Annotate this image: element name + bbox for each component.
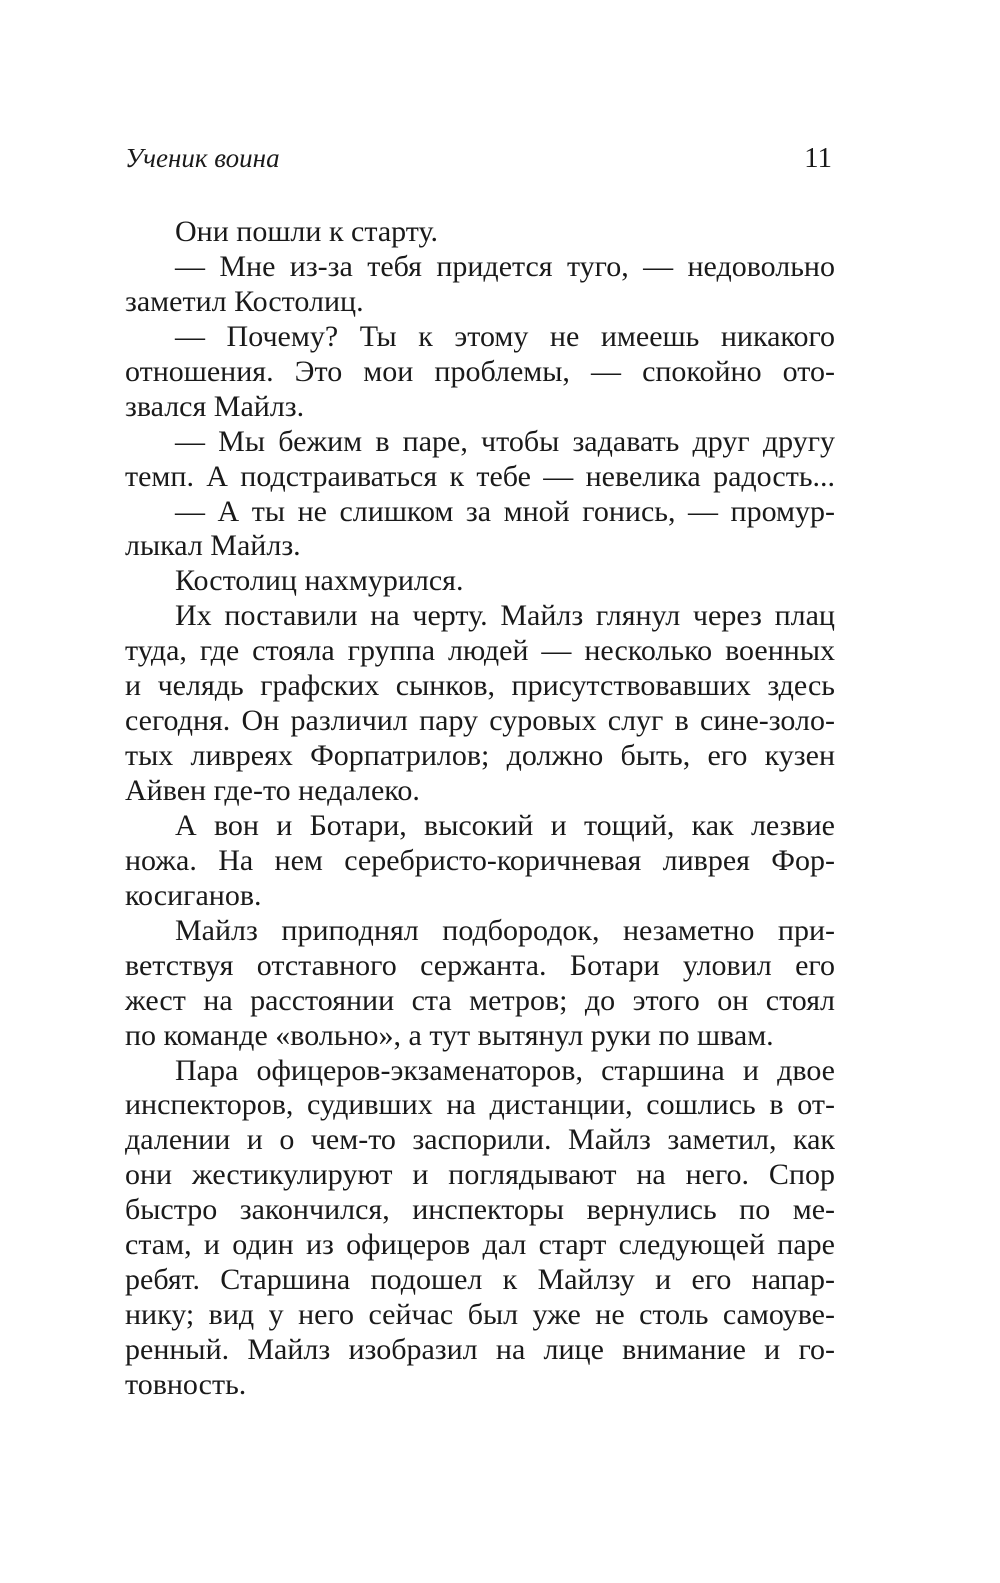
- text-line: туда, где стояла группа людей — несколько военных: [125, 634, 835, 668]
- text-line: стам, и один из офицеров дал старт следующей паре: [125, 1228, 835, 1262]
- text-line: звался Майлз.: [125, 389, 305, 423]
- text-line: инспекторов, судивших на дистанции, сошлись в от-: [125, 1088, 835, 1122]
- text-line: они жестикулируют и поглядывают на него. Спор: [125, 1158, 835, 1192]
- text-line: тых ливреях Форпатрилов; должно быть, его кузен: [125, 739, 835, 773]
- text-line: Айвен где-то недалеко.: [125, 774, 420, 807]
- text-line: нику; вид у него сейчас был уже не столь самоуве-: [125, 1298, 835, 1332]
- running-head: [125, 138, 832, 178]
- text-line: Они пошли к старту.: [175, 215, 438, 248]
- text-line: далении и о чем-то заспорили. Майлз заметил, как: [125, 1123, 835, 1157]
- text-line: быстро закончился, инспекторы вернулись по ме-: [125, 1193, 835, 1227]
- running-title: Ученик воина: [125, 143, 280, 173]
- body-text: [125, 215, 835, 1403]
- text-line: темп. А подстраиваться к тебе — невелика радость...: [125, 459, 835, 493]
- text-line: — Мы бежим в паре, чтобы задавать друг другу: [175, 424, 835, 458]
- text-line: жест на расстоянии ста метров; до этого он стоял: [125, 983, 835, 1017]
- text-line: по команде «вольно», а тут вытянул руки по швам.: [125, 1018, 774, 1052]
- text-line: ветствуя отставного сержанта. Ботари уловил его: [125, 948, 835, 982]
- text-line: — Почему? Ты к этому не имеешь никакого: [175, 319, 835, 353]
- text-line: лыкал Майлз.: [125, 529, 301, 563]
- text-line: Их поставили на черту. Майлз глянул через плац: [175, 599, 835, 633]
- text-line: — А ты не слишком за мной гонись, — промур-: [175, 494, 835, 528]
- text-line: А вон и Ботари, высокий и тощий, как лезвие: [175, 808, 835, 842]
- text-line: сегодня. Он различил пару суровых слуг в сине-золо-: [125, 704, 835, 738]
- text-line: ренный. Майлз изобразил на лице внимание и го-: [125, 1333, 835, 1366]
- text-line: Костолиц нахмурился.: [175, 564, 464, 598]
- text-line: заметил Костолиц.: [125, 284, 364, 318]
- text-line: Майлз приподнял подбородок, незаметно при-: [175, 913, 835, 947]
- text-line: косиганов.: [125, 878, 262, 912]
- text-line: ребят. Старшина подошел к Майлзу и его напар-: [125, 1263, 835, 1297]
- text-line: ножа. На нем серебристо-коричневая ливрея Фор-: [125, 843, 835, 877]
- text-line: — Мне из-за тебя придется туго, — недовольно: [175, 249, 835, 283]
- text-line: товность.: [125, 1367, 247, 1401]
- page-number: 11: [804, 142, 832, 174]
- text-line: и челядь графских сынков, присутствовавших здесь: [125, 669, 835, 703]
- text-line: Пара офицеров-экзаменаторов, старшина и двое: [175, 1053, 835, 1087]
- text-line: отношения. Это мои проблемы, — спокойно ото-: [125, 354, 835, 388]
